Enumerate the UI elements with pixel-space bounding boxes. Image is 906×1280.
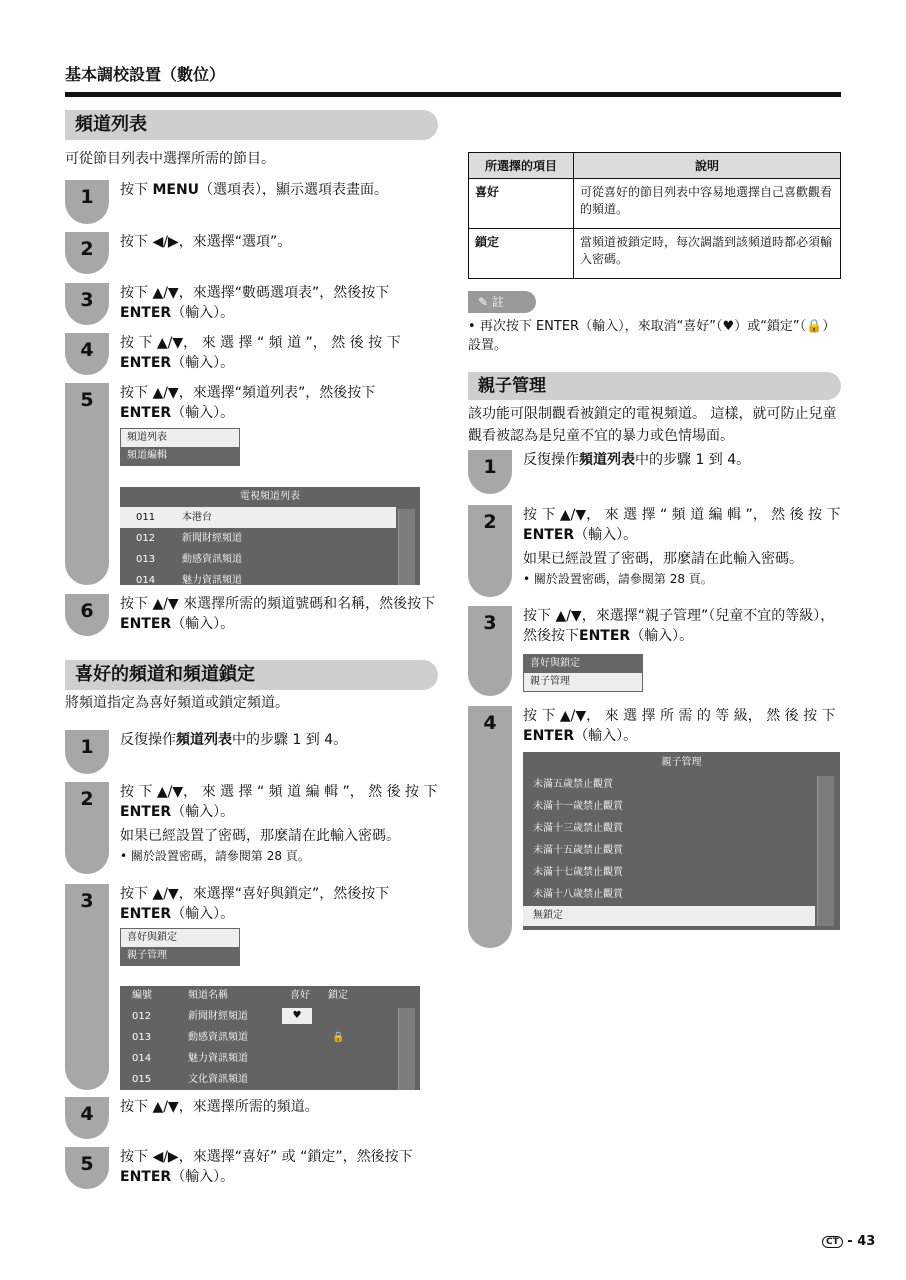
table-row[interactable]: 014 魅力資訊頻道 bbox=[136, 575, 242, 585]
section-title-parental-control: 親子管理 bbox=[468, 372, 841, 400]
step-number: 2 bbox=[483, 511, 497, 533]
table-row[interactable]: 013 動感資訊頻道 bbox=[136, 554, 242, 565]
step-text: 按下 MENU（選項表），顯示選項表畫面。 bbox=[120, 182, 389, 198]
step-number: 6 bbox=[80, 600, 94, 622]
table-cell: 鎖定 bbox=[469, 229, 574, 279]
step-text: 按下 ▲/▼，來選擇“喜好與鎖定”，然後按下 ENTER（輸入）。 bbox=[120, 886, 390, 922]
step-text: 按下 ▲/▼，來選擇“數碼選項表”，然後按下 ENTER（輸入）。 bbox=[120, 285, 390, 321]
region-badge: CT bbox=[822, 1236, 843, 1248]
scrollbar[interactable] bbox=[398, 509, 415, 585]
list-item[interactable]: 未滿十八歲禁止觀賞 bbox=[533, 889, 623, 900]
step-text: 按下 ◀/▶，來選擇“選項”。 bbox=[120, 234, 292, 250]
table-header: 所選擇的項目 bbox=[469, 153, 574, 179]
list-item[interactable]: 無鎖定 bbox=[523, 906, 815, 926]
scrollbar[interactable] bbox=[398, 1008, 415, 1090]
step-number: 1 bbox=[80, 186, 94, 208]
parental-level-list bbox=[523, 752, 840, 930]
step-text: 反復操作頻道列表中的步驟 1 到 4。 bbox=[523, 452, 751, 468]
step-tab bbox=[468, 706, 512, 948]
step-text: 反復操作頻道列表中的步驟 1 到 4。 bbox=[120, 732, 348, 748]
step-number: 1 bbox=[80, 736, 94, 758]
step-number: 5 bbox=[80, 1153, 94, 1175]
list-title: 親子管理 bbox=[661, 757, 702, 768]
table-row[interactable]: 013 動感資訊頻道 🔒 bbox=[120, 1027, 420, 1048]
table-row[interactable]: 012 新聞財經頻道 bbox=[136, 533, 242, 544]
menu-item[interactable]: 頻道列表 bbox=[121, 429, 239, 447]
table-row[interactable]: 011 本港台 bbox=[120, 507, 396, 528]
list-item[interactable]: 未滿十三歲禁止觀賞 bbox=[533, 823, 623, 834]
note-badge: ✎ 註 bbox=[468, 291, 536, 313]
step-tab bbox=[65, 884, 109, 1090]
table-header: 說明 bbox=[574, 153, 841, 179]
step-tab bbox=[65, 383, 109, 585]
step-number: 2 bbox=[80, 788, 94, 810]
favorite-lock-list bbox=[120, 986, 420, 1090]
list-item[interactable]: 未滿五歲禁止觀賞 bbox=[533, 779, 613, 790]
favorite-lock-menu bbox=[120, 928, 240, 966]
tv-channel-list bbox=[120, 487, 420, 585]
list-header: 編號 頻道名稱 喜好 鎖定 bbox=[132, 990, 348, 1001]
note-text: • 再次按下 ENTER（輸入），來取消“喜好”（♥）或“鎖定”（🔒）設置。 bbox=[468, 319, 836, 353]
step-text: 按 下 ▲/▼， 來 選 擇 “ 頻 道 編 輯 ”， 然 後 按 下 ENTER（輸入）。 如果已經設置了密碼，那麼請在此輸入密碼。 • 關於設置密碼，請參閱第 28 頁。 bbox=[523, 507, 841, 586]
step-text: 按下 ▲/▼，來選擇所需的頻道。 bbox=[120, 1099, 319, 1115]
section-intro: 將頻道指定為喜好頻道或鎖定頻道。 bbox=[65, 695, 289, 711]
section-title-favorite-lock: 喜好的頻道和頻道鎖定 bbox=[65, 660, 438, 690]
step-text: 按下 ◀/▶，來選擇“喜好” 或 “鎖定”，然後按下ENTER（輸入）。 bbox=[120, 1149, 413, 1185]
header-rule bbox=[65, 92, 841, 97]
menu-item[interactable]: 喜好與鎖定 bbox=[524, 655, 642, 673]
table-cell: 可從喜好的節目列表中容易地選擇自己喜歡觀看的頻道。 bbox=[574, 179, 841, 229]
step-number: 3 bbox=[483, 612, 497, 634]
scrollbar[interactable] bbox=[817, 776, 834, 926]
menu-item[interactable]: 頻道編輯 bbox=[121, 447, 239, 465]
table-row[interactable]: 015 文化資訊頻道 bbox=[132, 1074, 248, 1085]
step-number: 5 bbox=[80, 389, 94, 411]
step-text: 按 下 ▲/▼， 來 選 擇 “ 頻 道 ”， 然 後 按 下 ENTER（輸入）。 bbox=[120, 335, 401, 371]
step-text: 按 下 ▲/▼， 來 選 擇 “ 頻 道 編 輯 ”， 然 後 按 下 ENTER（輸入）。 如果已經設置了密碼，那麼請在此輸入密碼。 • 關於設置密碼，請參閱第 28 頁。 bbox=[120, 784, 438, 863]
menu-item[interactable]: 親子管理 bbox=[121, 947, 239, 965]
page-header-title: 基本調校設置（數位） bbox=[65, 65, 226, 84]
table-row[interactable]: 012 新聞財經頻道 ♥ bbox=[120, 1006, 420, 1027]
list-title: 電視頻道列表 bbox=[240, 491, 300, 502]
step-number: 2 bbox=[80, 238, 94, 260]
step-number: 3 bbox=[80, 289, 94, 311]
parental-menu bbox=[523, 654, 643, 692]
step-text: 按下 ▲/▼，來選擇“頻道列表”，然後按下 ENTER（輸入）。 bbox=[120, 385, 376, 421]
description-table bbox=[468, 152, 841, 279]
list-item[interactable]: 未滿十七歲禁止觀賞 bbox=[533, 867, 623, 878]
table-row[interactable]: 014 魅力資訊頻道 bbox=[132, 1053, 248, 1064]
table-cell: 當頻道被鎖定時，每次調諧到該頻道時都必須輸入密碼。 bbox=[574, 229, 841, 279]
channel-menu bbox=[120, 428, 240, 466]
step-number: 4 bbox=[80, 1103, 94, 1125]
pencil-icon: ✎ bbox=[478, 295, 489, 309]
list-item[interactable]: 未滿十一歲禁止觀賞 bbox=[533, 801, 623, 812]
menu-item[interactable]: 親子管理 bbox=[524, 673, 642, 691]
page-number: CT - 43 bbox=[822, 1234, 875, 1249]
menu-item[interactable]: 喜好與鎖定 bbox=[121, 929, 239, 947]
section-title-channel-list: 頻道列表 bbox=[65, 110, 438, 140]
list-item[interactable]: 未滿十五歲禁止觀賞 bbox=[533, 845, 623, 856]
step-text: 按 下 ▲/▼， 來 選 擇 所 需 的 等 級， 然 後 按 下 ENTER（輸入）。 bbox=[523, 708, 836, 744]
section-intro: 可從節目列表中選擇所需的節目。 bbox=[65, 151, 275, 167]
step-number: 3 bbox=[80, 890, 94, 912]
step-text: 按下 ▲/▼ 來選擇所需的頻道號碼和名稱，然後按下ENTER（輸入）。 bbox=[120, 596, 436, 632]
step-number: 1 bbox=[483, 456, 497, 478]
step-number: 4 bbox=[80, 339, 94, 361]
lock-icon: 🔒 bbox=[332, 1032, 345, 1043]
section-intro: 該功能可限制觀看被鎖定的電視頻道。 這樣，就可防止兒童觀看被認為是兒童不宜的暴力或色情場面。 bbox=[468, 406, 837, 444]
step-text: 按下 ▲/▼，來選擇“親子管理”（兒童不宜的等級），然後按下ENTER（輸入）。 bbox=[523, 608, 835, 644]
table-cell: 喜好 bbox=[469, 179, 574, 229]
step-number: 4 bbox=[483, 712, 497, 734]
heart-icon[interactable]: ♥ bbox=[282, 1008, 312, 1024]
